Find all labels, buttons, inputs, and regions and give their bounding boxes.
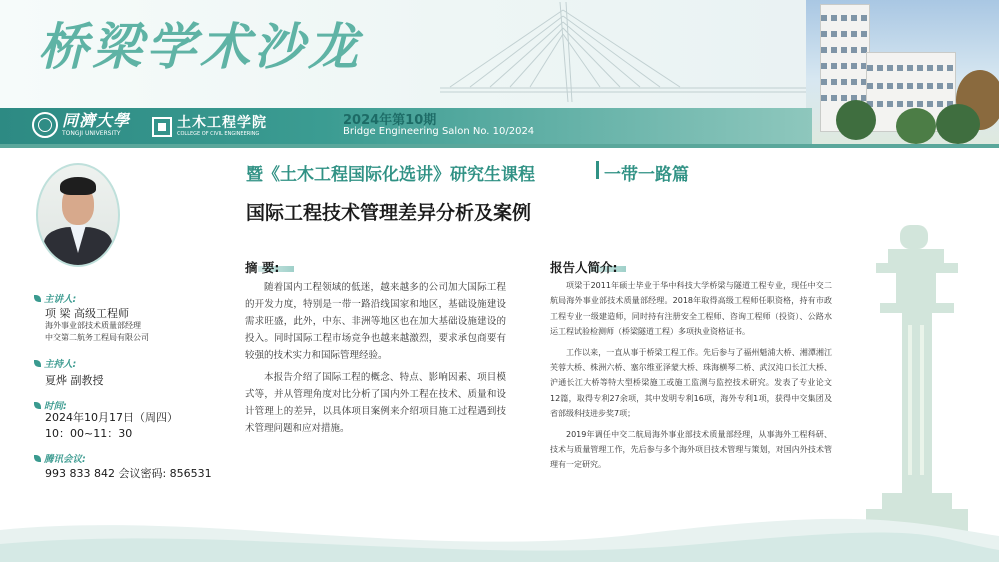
speaker-org-1: 海外事业部技术质量部经理 — [45, 321, 141, 330]
bio-paragraph: 2019年调任中交二航局海外事业部技术质量部经理，从事海外工程科研、技术与质量管理工作，先后参与多个海外项目技术管理与策划，对国内外技术管理有一定研究。 — [550, 429, 832, 470]
meeting-info: 993 833 842 会议密码: 856531 — [45, 467, 212, 480]
bio-paragraph: 项梁于2011年硕士毕业于华中科技大学桥梁与隧道工程专业，现任中交二航局海外事业部技术质量部经理。2018年取得高级工程师任职资格，持有市政工程专业一级建造师，同时持有注册安全工程师、咨询工程师（投资）、公路水运工程试验检测师（桥梁隧道工程）多项执业资格证书。 — [550, 281, 832, 337]
abstract-paragraph: 本报告介绍了国际工程的概念、特点、影响因素、项目模式等，并从管理角度对比分析了国内外工程在技术、质量和设计管理上的差异，以具体项目案例来介绍项目施工过程遇到技术管理问题和应对措施。 — [245, 372, 506, 434]
abstract-heading: 摘 要: — [245, 260, 280, 275]
lecture-title: 国际工程技术管理差异分析及案例 — [246, 202, 532, 224]
subtitle-divider — [596, 161, 599, 179]
host-name: 夏烨 副教授 — [45, 374, 104, 387]
bio-heading: 报告人简介: — [550, 260, 618, 275]
lecture-hours: 10：00~11：30 — [45, 427, 133, 440]
poster-title: 桥梁学术沙龙 — [38, 18, 362, 76]
campus-photo — [806, 0, 999, 144]
lecture-date: 2024年10月17日（周四） — [45, 411, 178, 424]
speaker-avatar — [36, 163, 120, 267]
tongji-seal-icon — [32, 112, 58, 138]
university-name-cn: 同濟大學 — [62, 111, 131, 130]
speaker-name: 项 梁 高级工程师 — [45, 307, 129, 320]
leaf-bullet-icon — [34, 360, 41, 367]
header-band-line — [0, 144, 999, 148]
bio-text — [550, 278, 832, 478]
college-name-cn: 土木工程学院 — [177, 115, 267, 131]
university-name-en: TONGJI UNIVERSITY — [62, 130, 121, 137]
bio-paragraph: 工作以来，一直从事于桥梁工程工作。先后参与了福州魁浦大桥、湘潭湘江芙蓉大桥、株洲六桥、塞尔维亚泽蒙大桥、珠海横琴二桥、武汉沌口长江大桥、沪通长江大桥等特大型桥梁施工或施工监测与监控技术研究。发表了专业论文12篇，取得专利27余项，其中发明专利16项，海外专利1项，获得中交集团及省部级科技进步奖7项； — [550, 347, 832, 419]
issue-number-en: Bridge Engineering Salon No. 10/2024 — [343, 126, 535, 137]
leaf-bullet-icon — [34, 402, 41, 409]
host-label: 主持人: — [34, 356, 76, 370]
leaf-bullet-icon — [34, 455, 41, 462]
college-emblem-icon — [152, 117, 172, 137]
footer-wave — [0, 500, 999, 562]
college-name-en: COLLEGE OF CIVIL ENGINEERING — [177, 131, 260, 137]
abstract-text — [245, 279, 506, 442]
tongji-logo — [32, 112, 130, 138]
time-label: 时间: — [34, 398, 67, 412]
bridge-illustration — [440, 2, 820, 107]
course-subtitle: 暨《土木工程国际化选讲》研究生课程 — [246, 165, 535, 185]
leaf-bullet-icon — [34, 295, 41, 302]
issue-number-cn: 2024年第10期 — [343, 113, 437, 128]
speaker-label: 主讲人: — [34, 291, 76, 305]
abstract-paragraph: 随着国内工程领域的低迷，越来越多的公司加大国际工程的开发力度，特别是一带一路沿线国家和地区，基础设施建设需求旺盛，此外，中东、非洲等地区也在加大基础设施建设的投入。同时国际工程市场竞争也越来越激烈，要求承包商要有较强的技术实力和国际管理经验。 — [245, 282, 506, 361]
series-section: 一带一路篇 — [604, 165, 689, 185]
meeting-label: 腾讯会议: — [34, 451, 86, 465]
speaker-org-2: 中交第二航务工程局有限公司 — [45, 333, 149, 342]
college-logo — [152, 115, 267, 138]
